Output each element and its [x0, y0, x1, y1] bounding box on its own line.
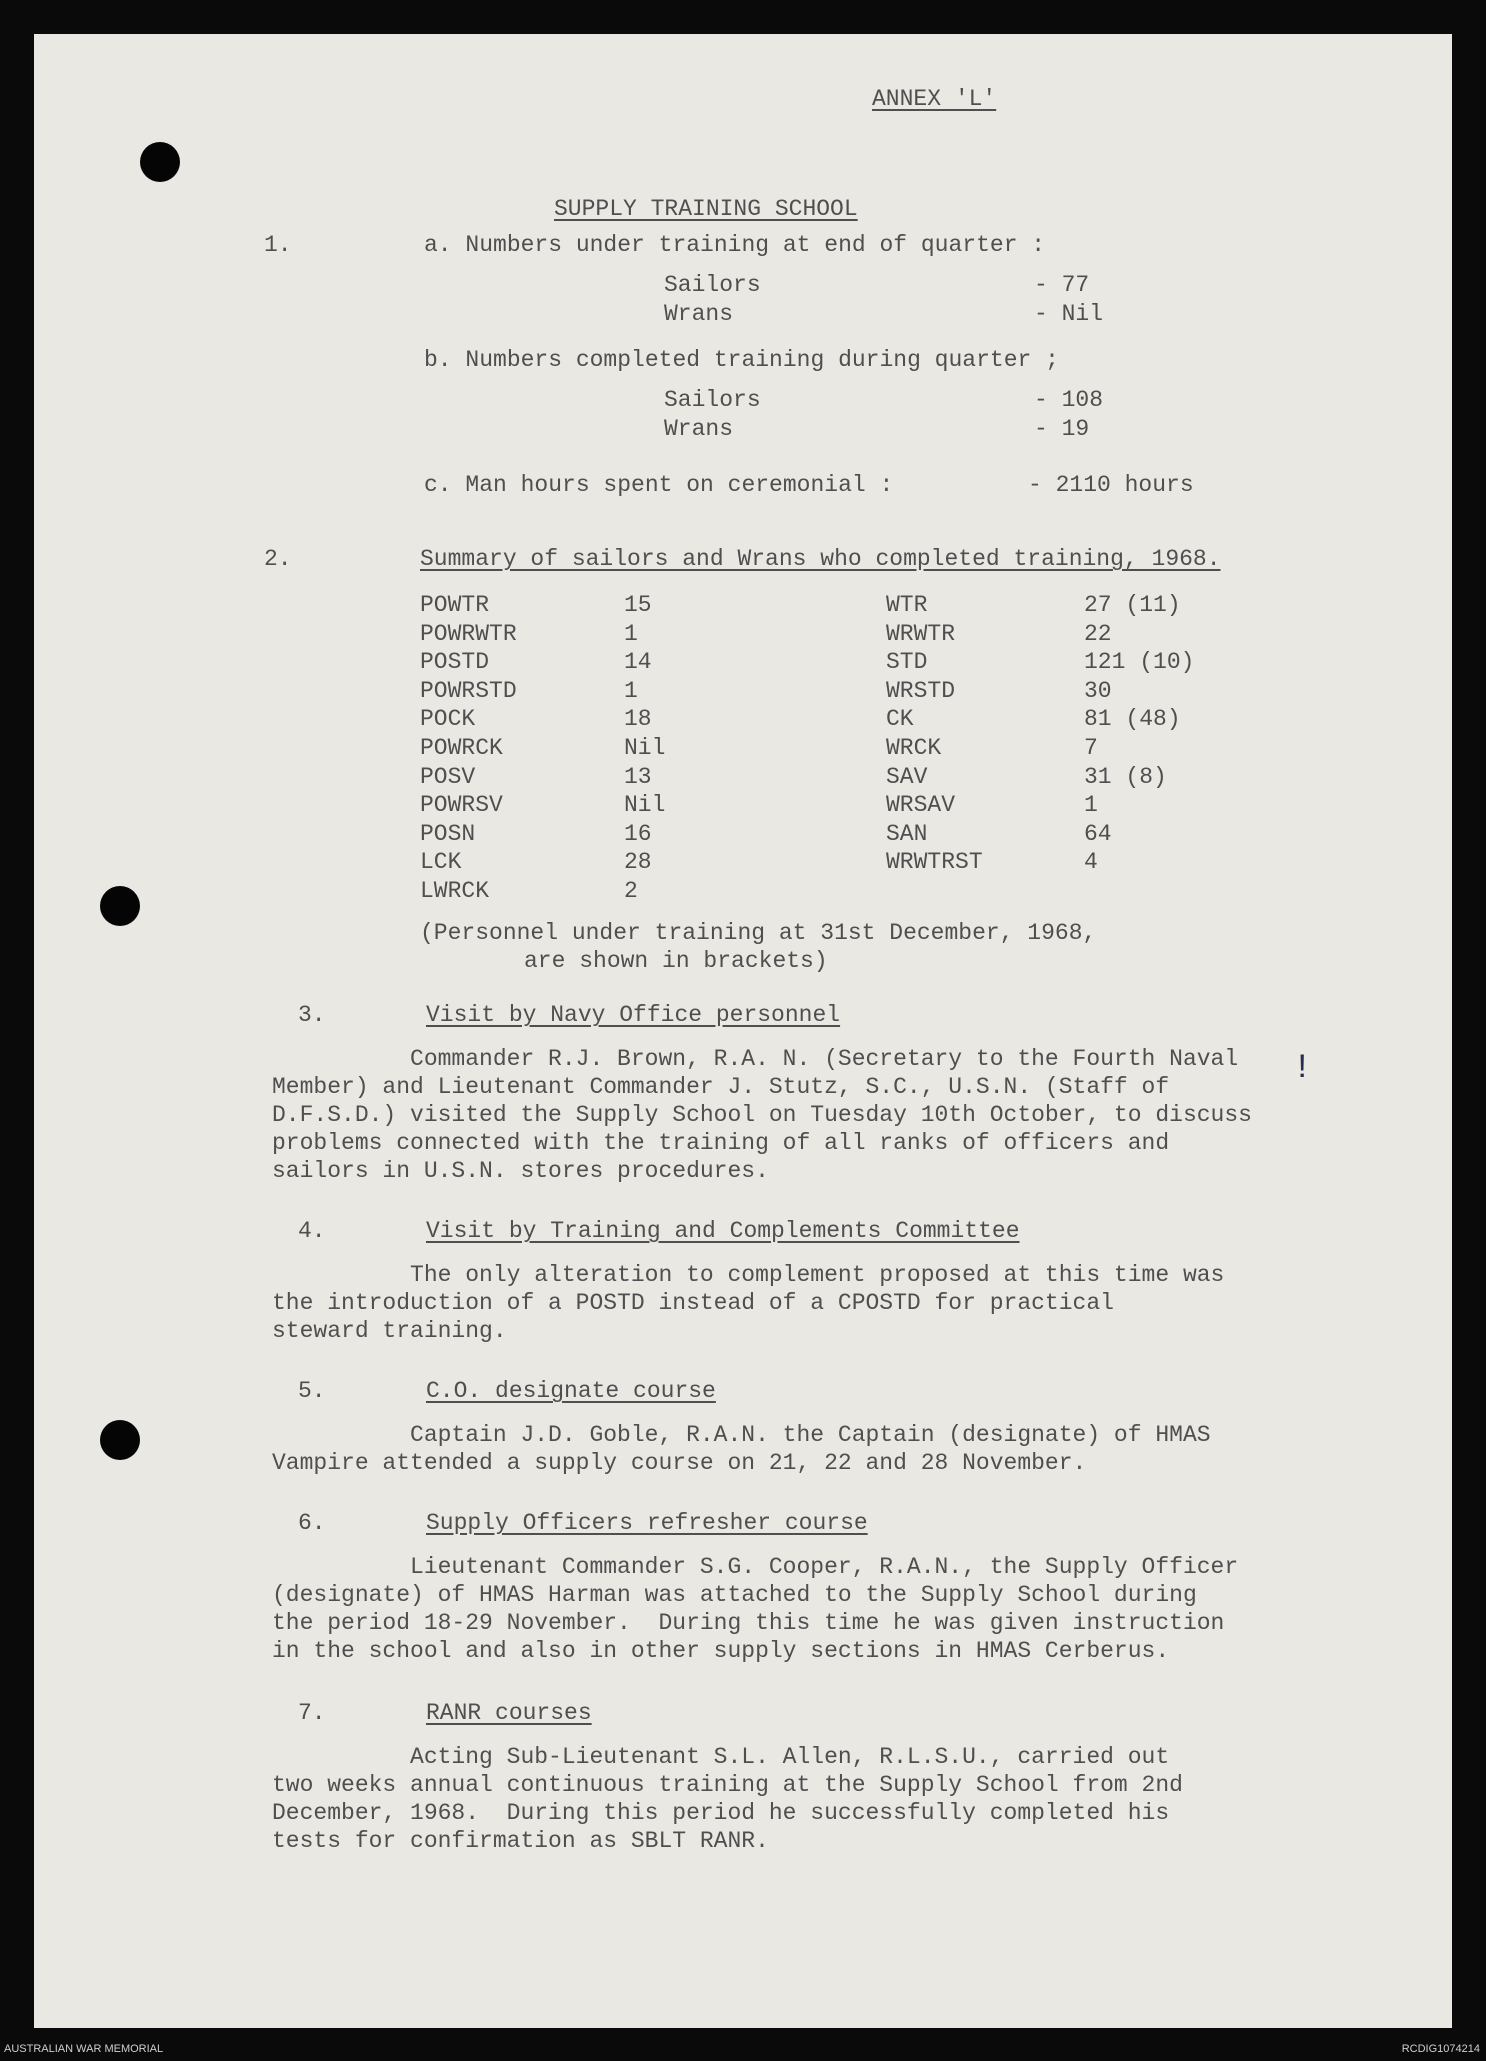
summary-rating-count: 2: [624, 878, 638, 904]
summary-rating-code: WRWTRST: [886, 849, 983, 876]
section-1b-row-label: Wrans: [664, 416, 734, 442]
section-2-heading: Summary of sailors and Wrans who completed training, 1968.: [420, 546, 1221, 572]
summary-rating-code: WRSAV: [886, 792, 956, 819]
summary-rating-code: WRWTR: [886, 620, 956, 647]
summary-rating-count: 28: [624, 849, 652, 876]
footer-credit: AUSTRALIAN WAR MEMORIAL: [4, 2043, 164, 2055]
section-1a-label: a. Numbers under training at end of quarter :: [424, 232, 1046, 258]
section-7-line: two weeks annual continuous training at the Supply School from 2nd: [272, 1772, 1183, 1798]
summary-note: are shown in brackets): [524, 948, 828, 974]
section-5-line: Captain J.D. Goble, R.A.N. the Captain (designate) of HMAS: [272, 1422, 1211, 1448]
section-1b-row-label: Sailors: [664, 387, 761, 413]
section-1a-row-value: - Nil: [1034, 301, 1104, 327]
section-1b-label: b. Numbers completed training during quarter ;: [424, 347, 1059, 373]
summary-rating-count: 1: [624, 620, 638, 647]
annex-label: ANNEX 'L': [872, 86, 997, 112]
footer-reference: RCDIG1074214: [1401, 2043, 1480, 2055]
summary-rating-count: 14: [624, 649, 652, 676]
summary-rating-code: CK: [886, 706, 914, 733]
section-3-line: problems connected with the training of all ranks of officers and: [272, 1130, 1170, 1156]
section-3-heading: Visit by Navy Office personnel: [426, 1002, 841, 1028]
summary-rating-count: 22: [1084, 620, 1112, 647]
summary-rating-count: 13: [624, 763, 652, 790]
section-5-number: 5.: [298, 1378, 326, 1404]
summary-rating-code: POWTR: [420, 592, 490, 618]
section-6-line: in the school and also in other supply sections in HMAS Cerberus.: [272, 1638, 1170, 1664]
summary-rating-code: POWRCK: [420, 735, 503, 761]
summary-rating-count: 30: [1084, 677, 1112, 704]
section-6-line: Lieutenant Commander S.G. Cooper, R.A.N., the Supply Officer: [272, 1554, 1239, 1580]
section-1b-row-value: - 19: [1034, 416, 1090, 442]
summary-rating-count: 1: [1084, 792, 1098, 819]
section-5-line: Vampire attended a supply course on 21, 22 and 28 November.: [272, 1450, 1087, 1476]
summary-rating-code: WRSTD: [886, 677, 956, 704]
summary-rating-count: 16: [624, 820, 652, 847]
section-6-line: the period 18-29 November. During this time he was given instruction: [272, 1610, 1225, 1636]
summary-rating-count: 81 (48): [1084, 706, 1181, 733]
summary-rating-code: POSTD: [420, 649, 490, 676]
section-1c-value: - 2110 hours: [1028, 472, 1194, 498]
summary-rating-code: SAN: [886, 820, 928, 847]
summary-rating-code: POSV: [420, 763, 476, 790]
summary-rating-count: 27 (11): [1084, 592, 1181, 618]
document-page: [34, 34, 1452, 2028]
summary-rating-code: WTR: [886, 592, 928, 618]
summary-rating-count: Nil: [624, 792, 666, 819]
summary-rating-code: SAV: [886, 763, 928, 790]
section-7-line: Acting Sub-Lieutenant S.L. Allen, R.L.S.U., carried out: [272, 1744, 1170, 1770]
section-3-line: Member) and Lieutenant Commander J. Stutz, S.C., U.S.N. (Staff of: [272, 1074, 1170, 1100]
section-7-line: tests for confirmation as SBLT RANR.: [272, 1828, 769, 1854]
section-1a-row-value: - 77: [1034, 272, 1090, 298]
summary-rating-count: 31 (8): [1084, 763, 1167, 790]
section-4-number: 4.: [298, 1218, 326, 1244]
section-5-heading: C.O. designate course: [426, 1378, 716, 1404]
punch-hole-top: [140, 142, 180, 182]
section-3-line: sailors in U.S.N. stores procedures.: [272, 1158, 769, 1184]
summary-rating-count: 4: [1084, 849, 1098, 876]
summary-rating-code: WRCK: [886, 735, 942, 761]
margin-ink-mark: !: [1292, 1050, 1313, 1088]
punch-hole-bottom: [100, 1420, 140, 1460]
section-1-number: 1.: [264, 232, 292, 258]
section-4-line: steward training.: [272, 1318, 507, 1344]
section-7-number: 7.: [298, 1700, 326, 1726]
summary-rating-code: STD: [886, 649, 928, 676]
section-7-heading: RANR courses: [426, 1700, 592, 1726]
section-1c-label: c. Man hours spent on ceremonial :: [424, 472, 894, 498]
section-4-heading: Visit by Training and Complements Committee: [426, 1218, 1020, 1244]
section-1a-row-label: Sailors: [664, 272, 761, 298]
section-3-number: 3.: [298, 1002, 326, 1028]
section-4-line: The only alteration to complement proposed at this time was: [272, 1262, 1225, 1288]
summary-rating-code: LCK: [420, 849, 462, 876]
section-4-line: the introduction of a POSTD instead of a CPOSTD for practical: [272, 1290, 1114, 1316]
summary-rating-count: 15: [624, 592, 652, 618]
summary-rating-count: Nil: [624, 735, 666, 761]
summary-rating-code: POWRSTD: [420, 677, 517, 704]
section-6-heading: Supply Officers refresher course: [426, 1510, 868, 1536]
summary-rating-count: 121 (10): [1084, 649, 1195, 676]
section-3-line: Commander R.J. Brown, R.A. N. (Secretary to the Fourth Naval: [272, 1046, 1239, 1072]
summary-rating-count: 64: [1084, 820, 1112, 847]
summary-rating-count: 7: [1084, 735, 1098, 761]
summary-rating-count: 1: [624, 677, 638, 704]
section-1b-row-value: - 108: [1034, 387, 1104, 413]
section-3-line: D.F.S.D.) visited the Supply School on Tuesday 10th October, to discuss: [272, 1102, 1252, 1128]
summary-rating-code: POWRWTR: [420, 620, 517, 647]
section-1a-row-label: Wrans: [664, 301, 734, 327]
section-2-number: 2.: [264, 546, 292, 572]
summary-rating-code: POSN: [420, 820, 476, 847]
punch-hole-middle: [100, 886, 140, 926]
section-6-number: 6.: [298, 1510, 326, 1536]
section-7-line: December, 1968. During this period he successfully completed his: [272, 1800, 1170, 1826]
summary-note: (Personnel under training at 31st December, 1968,: [420, 920, 1097, 946]
document-title: SUPPLY TRAINING SCHOOL: [554, 196, 858, 222]
summary-rating-code: LWRCK: [420, 878, 490, 904]
section-6-line: (designate) of HMAS Harman was attached to the Supply School during: [272, 1582, 1197, 1608]
summary-rating-code: POCK: [420, 706, 476, 733]
summary-rating-code: POWRSV: [420, 792, 503, 819]
summary-rating-count: 18: [624, 706, 652, 733]
